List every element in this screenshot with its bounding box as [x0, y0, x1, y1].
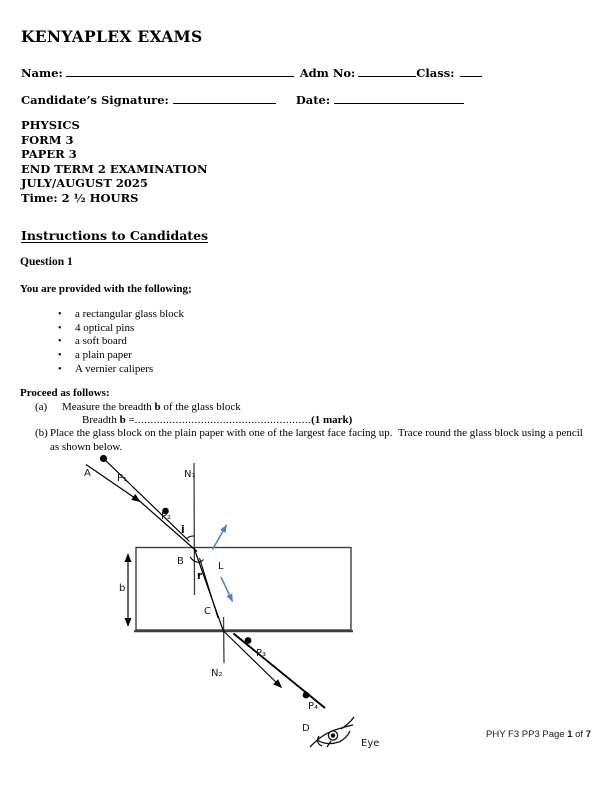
provided-item-text: a plain paper — [75, 349, 132, 362]
eye-brow-flick — [341, 717, 354, 729]
page-title: KENYAPLEX EXAMS — [21, 27, 203, 46]
provided-item-0 — [58, 308, 184, 322]
normal-n1-line — [194, 463, 195, 595]
answer-eq: = — [125, 414, 135, 426]
eye-sketch — [310, 717, 354, 747]
answer-mark: (1 mark) — [311, 414, 353, 426]
part-a-post: of the glass block — [160, 401, 241, 413]
bullet-icon: • — [58, 350, 62, 362]
diagram-label-eye-label: Eye — [361, 738, 380, 749]
diagram-label-point-d: D — [302, 723, 310, 734]
footer-of: of — [572, 729, 586, 740]
diagram-label-pin-p4: P₄ — [308, 701, 319, 712]
diagram-label-breadth-b: b — [119, 583, 126, 594]
blue-arrow-up — [213, 525, 227, 550]
proceed-heading: Proceed as follows: — [20, 387, 110, 399]
blue-arrow-down — [221, 577, 233, 602]
part-a-pre: Measure the breadth — [62, 401, 155, 413]
diagram-label-pin-p3: P₃ — [256, 648, 267, 659]
question-heading: Question 1 — [20, 256, 73, 268]
part-b-text: Place the glass block on the plain paper with one of the largest face facing up. Trace round the glass block using a pencil as shown below. — [50, 427, 586, 453]
class-label: Class: — [416, 66, 455, 80]
part-a-text — [62, 401, 241, 413]
footer-total-pages: 7 — [585, 729, 591, 740]
diagram-label-normal-n2: N₂ — [211, 668, 223, 679]
provided-item-text: A vernier calipers — [75, 362, 154, 375]
pin-p3-dot — [245, 637, 252, 644]
signature-blank — [173, 91, 276, 104]
signature-row — [21, 91, 464, 107]
exam-info-line-5: Time: 2 ½ HOURS — [21, 190, 139, 205]
part-a-answer-line — [82, 414, 352, 426]
bullet-icon: • — [58, 322, 62, 334]
provided-list — [58, 308, 184, 377]
part-a-marker: (a) — [35, 401, 48, 413]
normal-n2-line — [224, 617, 225, 663]
provided-item-text: a soft board — [75, 335, 127, 348]
bullet-icon: • — [58, 336, 62, 348]
name-row — [21, 64, 482, 80]
adm-no-blank — [358, 64, 416, 77]
incident-pin-line — [103, 458, 190, 542]
answer-dotted-blank: ........................................................ — [134, 414, 312, 426]
diagram-label-line-l: L — [218, 561, 224, 572]
exam-info-line-0: PHYSICS — [21, 118, 80, 132]
ray-diagram — [0, 440, 612, 770]
exam-info-block — [21, 118, 207, 206]
provided-intro: You are provided with the following; — [20, 283, 192, 295]
date-label: Date: — [295, 93, 331, 107]
name-label: Name: — [21, 66, 63, 80]
class-blank — [460, 64, 482, 77]
pin-p4-dot — [303, 692, 310, 699]
exam-info-line-2: PAPER 3 — [21, 147, 77, 162]
name-blank — [66, 64, 294, 77]
provided-item-2 — [58, 335, 184, 349]
signature-label: Candidate’s Signature: — [21, 93, 169, 107]
diagram-label-point-b: B — [177, 556, 184, 567]
exam-info-line-1: FORM 3 — [21, 132, 74, 147]
emergent-pin-line — [234, 634, 326, 709]
glass-block-outline — [136, 548, 351, 631]
exam-info-line-4: JULY/AUGUST 2025 — [21, 176, 148, 191]
angle-r-arc — [190, 557, 204, 562]
diagram-label-pin-p2: P₂ — [161, 511, 172, 522]
bullet-icon: • — [58, 363, 62, 375]
incident-ray-arrow-segment — [86, 465, 140, 502]
provided-item-4 — [58, 363, 184, 377]
adm-no-label: Adm No: — [299, 66, 356, 80]
answer-pre: Breadth — [82, 414, 120, 426]
pin-p1-dot — [100, 455, 107, 462]
provided-item-text: 4 optical pins — [75, 321, 135, 334]
diagram-label-angle-i: i — [181, 524, 185, 536]
diagram-label-point-a: A — [84, 468, 91, 479]
provided-item-1 — [58, 322, 184, 336]
provided-item-3 — [58, 349, 184, 363]
date-blank — [334, 91, 464, 104]
emergent-ray — [223, 631, 282, 688]
footer-page-number: 1 — [567, 729, 573, 740]
part-a-bold: b — [154, 401, 161, 413]
incident-ray — [139, 501, 197, 552]
answer-bold: b — [119, 414, 126, 426]
eye-pupil — [331, 734, 334, 737]
diagram-label-normal-n1: N₁ — [184, 469, 196, 480]
diagram-label-pin-p1: P₁ — [117, 473, 128, 484]
page-footer — [486, 729, 591, 740]
angle-i-arc — [187, 536, 194, 539]
bullet-icon: • — [58, 309, 62, 320]
diagram-label-point-c: C — [204, 606, 211, 617]
diagram-label-angle-r: r — [197, 570, 203, 582]
exam-info-line-3: END TERM 2 EXAMINATION — [21, 161, 208, 176]
provided-item-text: a rectangular glass block — [75, 308, 185, 320]
instructions-heading: Instructions to Candidates — [21, 228, 209, 243]
part-b-marker: (b) — [35, 427, 48, 439]
footer-prefix: PHY F3 PP3 Page — [486, 729, 568, 740]
